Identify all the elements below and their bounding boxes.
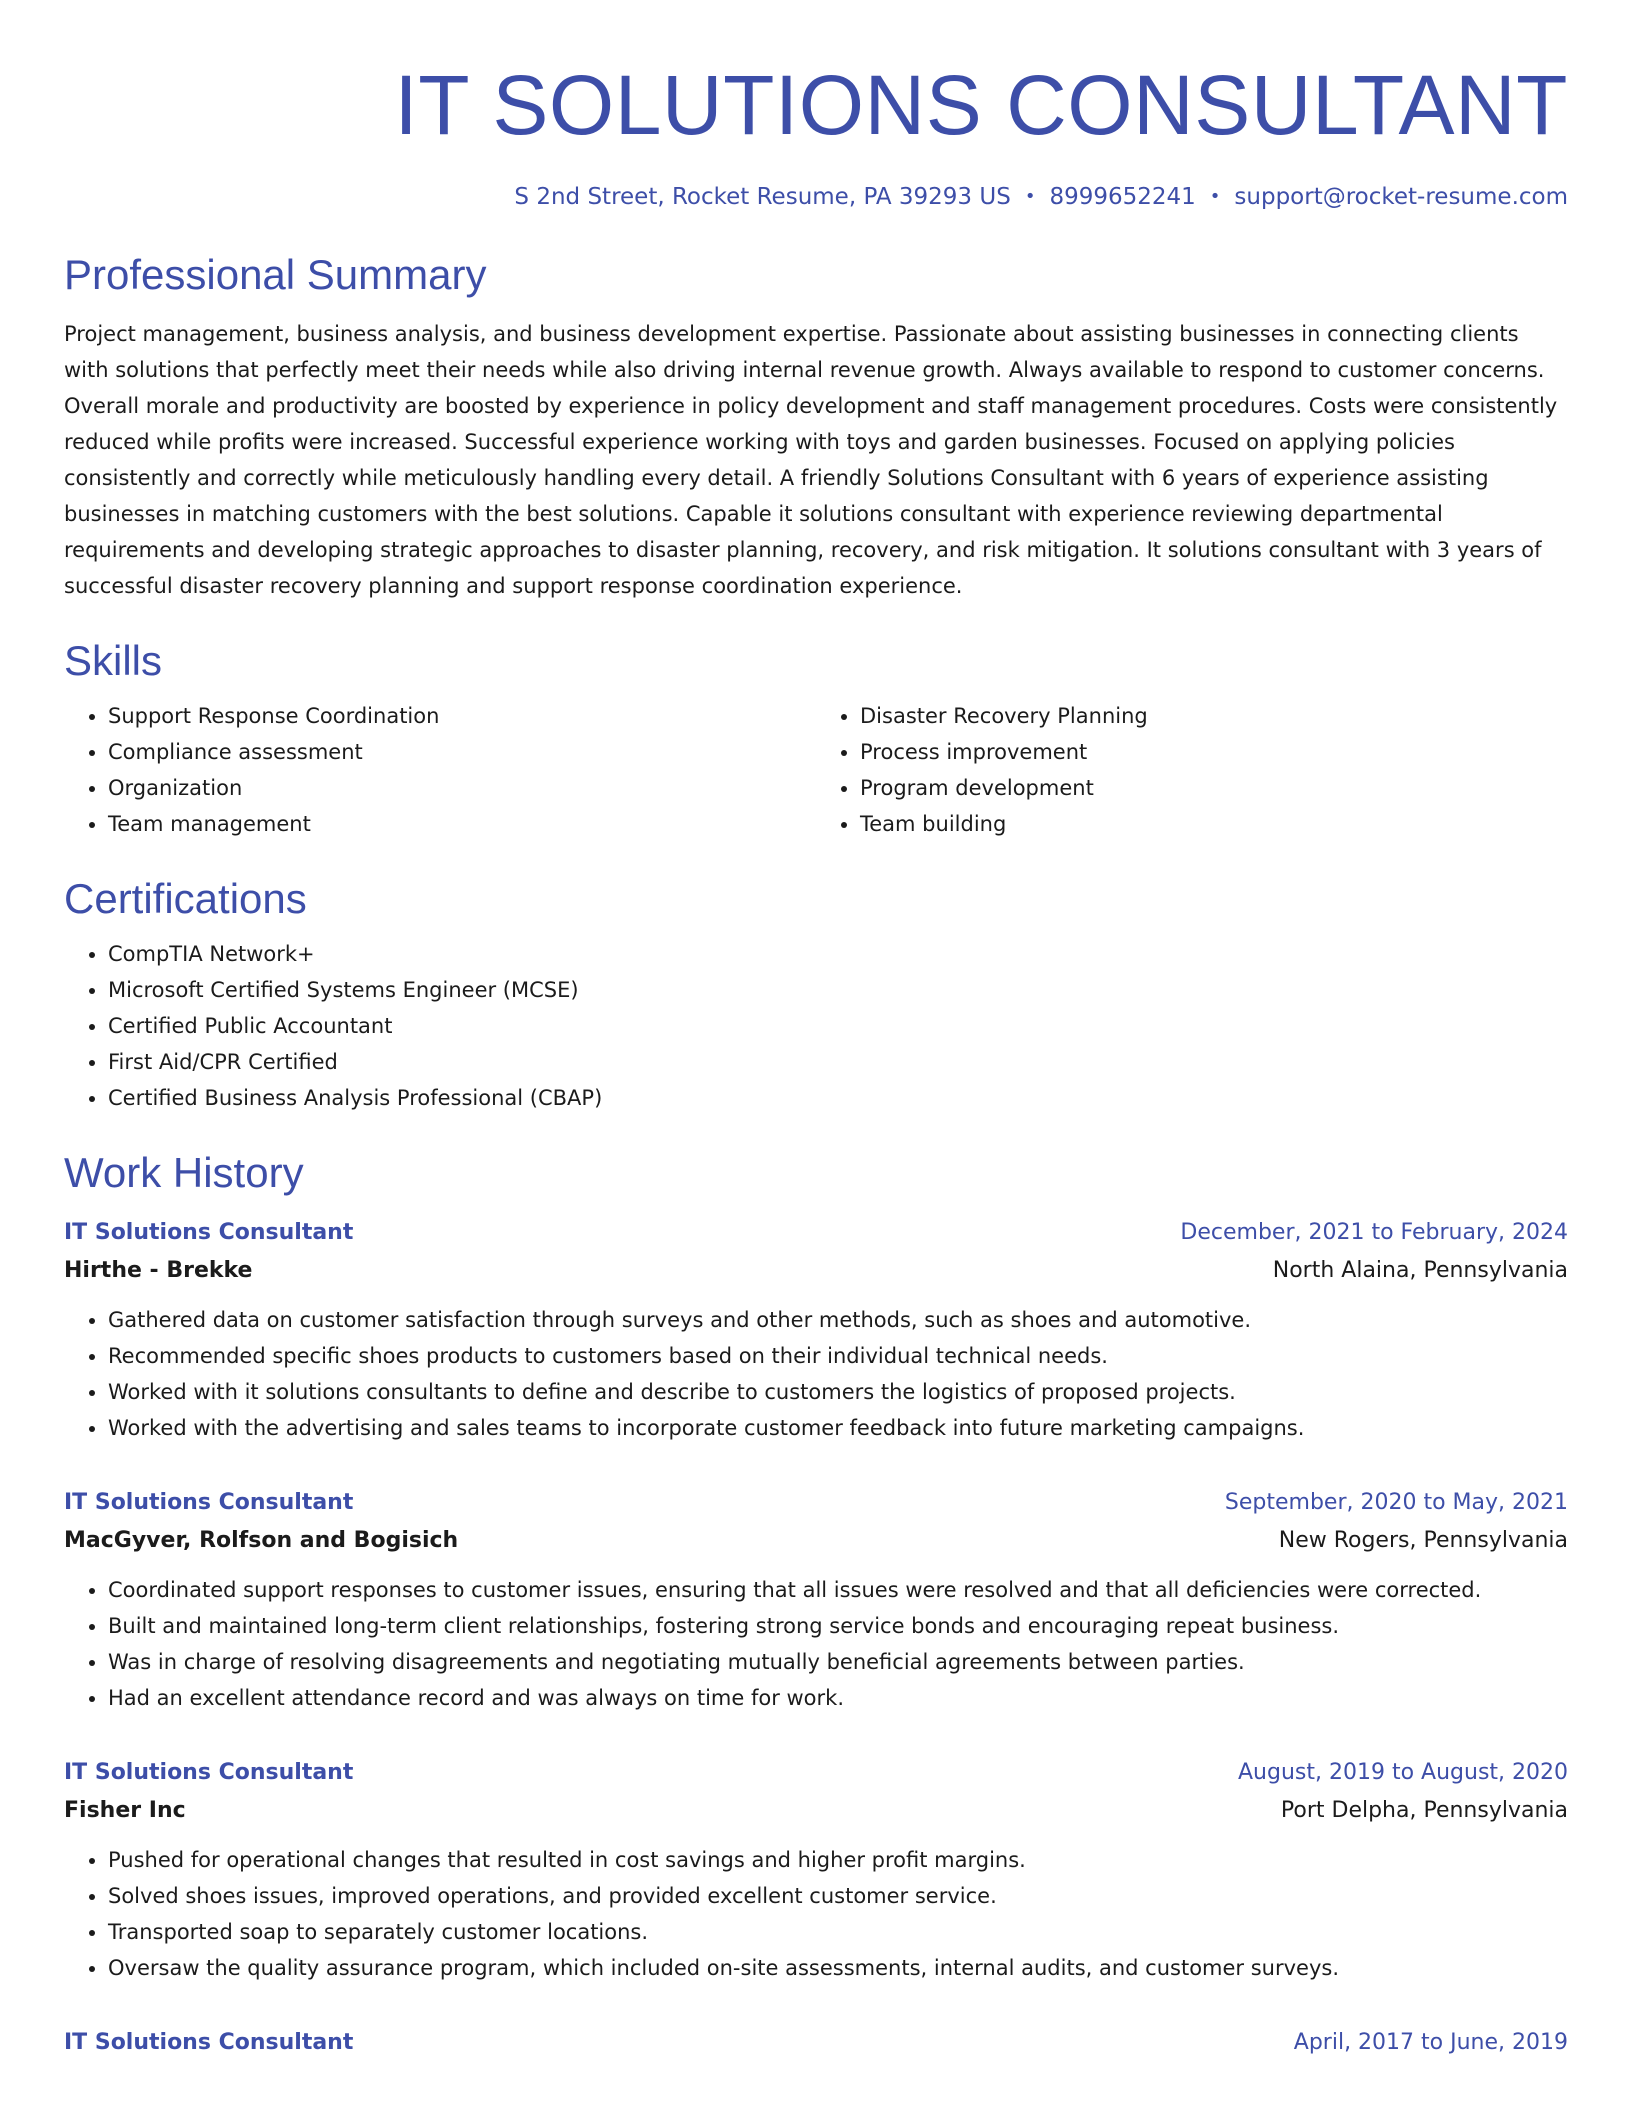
contact-separator: •: [1209, 186, 1221, 207]
certifications-list: [64, 936, 1568, 1116]
job-title-row: [64, 2024, 1568, 2062]
skill-item: • Organization: [108, 770, 816, 806]
job-bullet: • Transported soap to separately customer locations.: [108, 1914, 1568, 1950]
job-bullets: [64, 1302, 1568, 1446]
job-title: IT Solutions Consultant: [64, 1220, 354, 1245]
skill-item: • Disaster Recovery Planning: [860, 698, 1568, 734]
job-company: MacGyver, Rolfson and Bogisich: [64, 1528, 459, 1553]
certification-item: • Certified Public Accountant: [108, 1008, 1568, 1044]
job-title: IT Solutions Consultant: [64, 1760, 354, 1785]
job-title-row: [64, 1214, 1568, 1252]
skill-item: • Team building: [860, 806, 1568, 842]
job-company-row: [64, 1252, 1568, 1290]
job-bullet: • Was in charge of resolving disagreements and negotiating mutually beneficial agreements between parties.: [108, 1644, 1568, 1680]
skill-item: • Program development: [860, 770, 1568, 806]
job-bullets: [64, 1842, 1568, 1986]
resume-header: [64, 50, 1568, 212]
job-dates: September, 2020 to May, 2021: [1224, 1490, 1568, 1515]
skill-item: • Process improvement: [860, 734, 1568, 770]
summary-heading: Professional Summary: [64, 251, 487, 298]
job-bullet: • Worked with the advertising and sales teams to incorporate customer feedback into future marketing campaigns.: [108, 1410, 1568, 1446]
skills-list: [64, 698, 1568, 842]
job-bullets: [64, 1572, 1568, 1716]
job-title: IT Solutions Consultant: [64, 1490, 354, 1515]
job-title-row: [64, 1754, 1568, 1792]
job-bullet: • Had an excellent attendance record and was always on time for work.: [108, 1680, 1568, 1716]
job-company: Hirthe - Brekke: [64, 1258, 253, 1283]
skills-column-left: [64, 698, 816, 842]
skill-item: • Team management: [108, 806, 816, 842]
job-company: Fisher Inc: [64, 1798, 186, 1823]
summary-text: Project management, business analysis, and business development expertise. Passionate about assisting businesses in connecting clients with solutions that perfectly meet their needs while also driving internal revenue growth. Always available to respond to customer concerns. Overall morale and productivity are boosted by experience in policy development and staff management procedures. Costs were consistently reduced while profits were increased. Successful experience working with toys and garden businesses. Focused on applying policies consistently and correctly while meticulously handling every detail. A friendly Solutions Consultant with 6 years of experience assisting businesses in matching customers with the best solutions. Capable it solutions consultant with experience reviewing departmental requirements and developing strategic approaches to disaster planning, recovery, and risk mitigation. It solutions consultant with 3 years of successful disaster recovery planning and support response coordination experience.: [64, 322, 1558, 598]
job-dates: December, 2021 to February, 2024: [1180, 1220, 1568, 1245]
certification-item: • CompTIA Network+: [108, 936, 1568, 972]
job-entry: [64, 1484, 1568, 1716]
job-bullet: • Worked with it solutions consultants to define and describe to customers the logistics of proposed projects.: [108, 1374, 1568, 1410]
skills-column-right: [816, 698, 1568, 842]
certification-item: • Certified Business Analysis Professional (CBAP): [108, 1080, 1568, 1116]
job-bullet: • Solved shoes issues, improved operations, and provided excellent customer service.: [108, 1878, 1568, 1914]
job-title-row: [64, 1484, 1568, 1522]
contact-address: S 2nd Street, Rocket Resume, PA 39293 US: [514, 184, 1011, 210]
job-bullet: • Coordinated support responses to customer issues, ensuring that all issues were resolved and that all deficiencies were corrected.: [108, 1572, 1568, 1608]
certifications-heading: Certifications: [64, 875, 307, 922]
job-dates: April, 2017 to June, 2019: [1293, 2030, 1568, 2055]
job-bullet: • Built and maintained long-term client relationships, fostering strong service bonds and encouraging repeat business.: [108, 1608, 1568, 1644]
skills-heading: Skills: [64, 637, 163, 684]
job-bullet: • Oversaw the quality assurance program, which included on-site assessments, internal audits, and customer surveys.: [108, 1950, 1568, 1986]
skill-item: • Compliance assessment: [108, 734, 816, 770]
work-history-heading: Work History: [64, 1149, 304, 1196]
job-company-row: [64, 1792, 1568, 1830]
job-bullet: • Pushed for operational changes that resulted in cost savings and higher profit margins.: [108, 1842, 1568, 1878]
job-location: North Alaina, Pennsylvania: [1272, 1258, 1568, 1283]
contact-line: [64, 182, 1568, 212]
job-entry: [64, 2024, 1568, 2062]
resume-name: IT SOLUTIONS CONSULTANT: [394, 58, 1568, 152]
certification-item: • Microsoft Certified Systems Engineer (MCSE): [108, 972, 1568, 1008]
contact-email: support@rocket-resume.com: [1234, 184, 1568, 210]
job-company-row: [64, 1522, 1568, 1560]
job-bullet: • Gathered data on customer satisfaction through surveys and other methods, such as shoes and automotive.: [108, 1302, 1568, 1338]
skill-item: • Support Response Coordination: [108, 698, 816, 734]
job-title: IT Solutions Consultant: [64, 2030, 354, 2055]
contact-phone: 8999652241: [1049, 184, 1196, 210]
job-entry: [64, 1754, 1568, 1986]
certification-item: • First Aid/CPR Certified: [108, 1044, 1568, 1080]
job-dates: August, 2019 to August, 2020: [1238, 1760, 1568, 1785]
job-location: New Rogers, Pennsylvania: [1278, 1528, 1568, 1553]
job-entry: [64, 1214, 1568, 1446]
contact-separator: •: [1024, 186, 1036, 207]
job-bullet: • Recommended specific shoes products to customers based on their individual technical needs.: [108, 1338, 1568, 1374]
job-location: Port Delpha, Pennsylvania: [1280, 1798, 1568, 1823]
